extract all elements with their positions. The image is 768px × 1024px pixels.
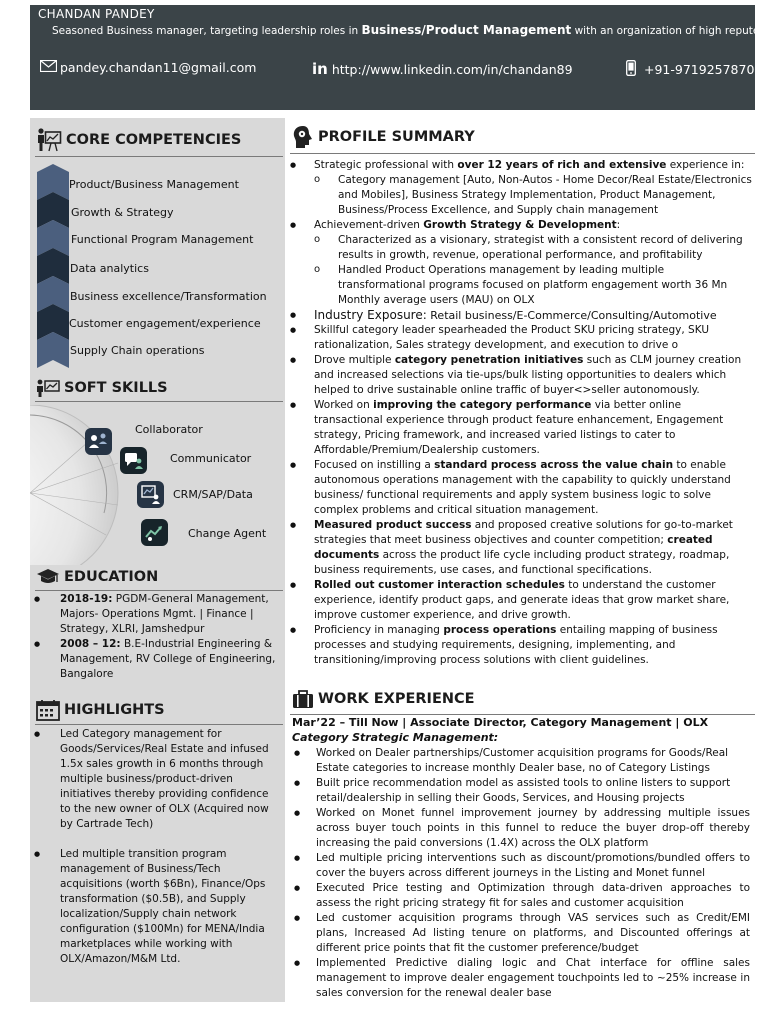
highlights-title <box>36 699 165 721</box>
education-title <box>36 568 158 586</box>
profile-bullet: ● Focused on instilling a standard process across the value chain to enable autonomous operations management with the capability to quickly understand business/ functional requirements and apply system business logic to solve complex problems and critical situation management. <box>288 458 753 518</box>
work-item: ● Built price recommendation model as assisted tools to online listers to support retail/dealership in selling their Goods, Services, and Housing projects <box>292 776 750 806</box>
envelope-icon <box>40 60 57 75</box>
presentation-board-icon <box>36 127 62 153</box>
section-divider <box>290 714 755 715</box>
change-agent-icon <box>141 519 168 550</box>
head-gears-icon <box>292 125 314 149</box>
profile-sub-bullet: o Handled Product Operations management by leading multiple transformational programs focused on platform engagement worth 36 Mn Monthly average users (MAU) on OLX <box>314 263 753 308</box>
work-item: ● Executed Price testing and Optimization through data-driven approaches to assess the right pricing strategy fit for sales and customer acquisition <box>292 881 750 911</box>
mobile-phone-icon <box>626 60 636 79</box>
competency-item: Customer engagement/experience <box>69 317 261 330</box>
resume-header <box>30 5 763 110</box>
profile-bullet: ● Skillful category leader spearheaded the Product SKU pricing strategy, SKU rationalization, Sales strategy development, and execution to drive o <box>288 323 753 353</box>
profile-bullet: ● Proficiency in managing process operations entailing mapping of business processes and studying requirements, designing, implementing, and transitioning/improving process solutions with client guidelines. <box>288 623 753 668</box>
profile-summary-title <box>292 125 475 149</box>
linkedin-contact[interactable] <box>312 60 573 78</box>
work-item: ● Worked on Dealer partnerships/Customer acquisition programs for Goods/Real Estate categories to increase monthly Dealer base, no of Category Listings <box>292 746 750 776</box>
profile-sub-bullet: o Characterized as a visionary, strategist with a consistent record of delivering results in growth, revenue, operational performance, and profitability <box>314 233 753 263</box>
tagline-text: Seasoned Business manager, targeting leadership roles in <box>52 25 362 37</box>
communicator-icon <box>120 447 147 478</box>
education-list <box>32 592 282 682</box>
section-title-text: EDUCATION <box>64 569 159 585</box>
work-item: ● Led multiple pricing interventions such as discount/promotions/bundled offers to cover the buyers across different journeys in the Listing and Monet funnel <box>292 851 750 881</box>
profile-bullet: ● Drove multiple category penetration initiatives such as CLM journey creation and increased selections via tie-ups/bulk listing opportunities to dealers which helped to drive sustainable online traffic of buyer<>seller autonomously. <box>288 353 753 398</box>
competency-chevron-chain <box>37 164 69 374</box>
calendar-icon <box>36 699 60 721</box>
competency-item: Functional Program Management <box>71 233 254 246</box>
education-item: ● 2018-19: PGDM-General Management, Majors- Operations Mgmt. | Finance | Strategy, XLRI, Jamshedpur <box>32 592 282 637</box>
section-divider <box>35 156 283 157</box>
soft-skill-item: Communicator <box>170 452 252 465</box>
job-header: Mar’22 – Till Now | Associate Director, Category Management | OLX <box>292 716 709 729</box>
section-title-text: PROFILE SUMMARY <box>318 129 475 145</box>
profile-bullet: ● Strategic professional with over 12 years of rich and extensive experience in: o Category management [Auto, Non-Autos - Home Decor/Real Estate/Electronics and Mobiles], Business Strategy Implementation, Product Management, Business/Process Excellence, and Supply chain management <box>288 158 753 218</box>
profile-sub-bullet: o Category management [Auto, Non-Autos - Home Decor/Real Estate/Electronics and Mobiles], Business Strategy Implementation, Product Management, Business/Process Excellence, and Supply chain management <box>314 173 753 218</box>
work-item: ● Worked on Monet funnel improvement journey by addressing multiple issues across buyer touch points in this funnel to reduce the buyer drop-off thereby increasing the paid conversions (1.4X) across the OLX platform <box>292 806 750 851</box>
soft-skill-item: Change Agent <box>188 527 267 540</box>
competency-item: Business excellence/Transformation <box>70 290 267 303</box>
phone-contact[interactable] <box>626 60 754 79</box>
tagline-text-end: with an organization of high repute. <box>571 25 763 37</box>
section-title-text: CORE COMPETENCIES <box>66 132 242 148</box>
candidate-name: CHANDAN PANDEY <box>38 7 155 21</box>
soft-skills-title <box>36 378 168 398</box>
work-item: ● Led customer acquisition programs through VAS services such as Credit/EMI plans, Increased Ad listing tenure on platforms, and Discounted offerings at different price points that fit the customer preference/budget <box>292 911 750 956</box>
section-divider <box>35 590 283 591</box>
graduation-cap-icon <box>36 568 60 586</box>
core-competencies-title <box>36 127 241 153</box>
email-contact[interactable] <box>40 60 256 75</box>
highlights-list <box>32 727 282 967</box>
crm-data-icon <box>137 481 164 512</box>
section-title-text: SOFT SKILLS <box>64 380 168 396</box>
profile-bullet: ● Achievement-driven Growth Strategy & Development: o Characterized as a visionary, strategist with a consistent record of delivering results in growth, revenue, operational performance, and profitability o Handled Product Operations management by leading multiple transformational programs focused on platform engagement worth 36 Mn Monthly average users (MAU) on OLX <box>288 218 753 308</box>
section-title-text: WORK EXPERIENCE <box>318 691 475 707</box>
chart-presentation-icon <box>36 378 60 398</box>
highlight-item: ● Led multiple transition program management of Business/Tech acquisitions (worth $6Bn), Finance/Ops transformation ($0.5B), and Supply localization/Supply chain network configuration ($100Mn) for MENA/India marketplaces while working with OLX/Amazon/M&M Ltd. <box>32 847 282 967</box>
profile-bullet: ● Industry Exposure: Retail business/E-Commerce/Consulting/Automotive <box>288 308 753 323</box>
work-item: ● Implemented Predictive dialing logic and Chat interface for offline sales management to improve dealer engagement touchpoints led to ~25% increase in sales conversion for the renewal dealer base <box>292 956 750 1001</box>
collaborator-icon <box>85 428 112 459</box>
profile-summary-list <box>288 158 753 668</box>
work-experience-list <box>292 746 750 1001</box>
profile-bullet: ● Rolled out customer interaction schedules to understand the customer experience, identify product gaps, and generate ideas that grow market share, improve customer experience, and drive growth. <box>288 578 753 623</box>
section-divider <box>290 153 755 154</box>
competency-item: Supply Chain operations <box>70 344 205 357</box>
highlight-item: ● Led Category management for Goods/Services/Real Estate and infused 1.5x sales growth in 6 months through multiple business/product-driven initiatives thereby providing confidence to the new owner of OLX (Acquired now by Cartrade Tech) <box>32 727 282 832</box>
education-item: ● 2008 – 12: B.E-Industrial Engineering & Management, RV College of Engineering, Bangalore <box>32 637 282 682</box>
linkedin-url[interactable]: http://www.linkedin.com/in/chandan89 <box>331 61 573 77</box>
phone-text[interactable]: +91-9719257870 <box>644 62 755 77</box>
job-role-subheading: Category Strategic Management: <box>292 731 499 744</box>
profile-bullet: ● Worked on improving the category performance via better online transactional experience through product feature enhancement, Engagement strategy, Pricing framework, and increased varied listings to cater to Affordable/Premium/Dealership customers. <box>288 398 753 458</box>
competency-item: Data analytics <box>70 262 149 275</box>
soft-skill-item: Collaborator <box>135 423 203 436</box>
section-divider <box>35 724 283 725</box>
tagline-emphasis: Business/Product Management <box>361 23 572 37</box>
competency-item: Growth & Strategy <box>71 206 174 219</box>
work-experience-title <box>292 689 475 709</box>
section-title-text: HIGHLIGHTS <box>64 702 165 718</box>
email-text[interactable]: pandey.chandan11@gmail.com <box>60 60 257 75</box>
candidate-tagline <box>52 23 763 37</box>
section-divider <box>35 401 283 402</box>
competency-item: Product/Business Management <box>69 178 239 191</box>
linkedin-icon: in <box>312 60 328 78</box>
profile-bullet: ● Measured product success and proposed creative solutions for go-to-market strategies that meet business objectives and counter competition; created documents across the product life cycle including product strategy, roadmap, business requirements, use cases, and functional specifications. <box>288 518 753 578</box>
soft-skill-item: CRM/SAP/Data <box>173 488 253 501</box>
briefcase-icon <box>292 689 314 709</box>
